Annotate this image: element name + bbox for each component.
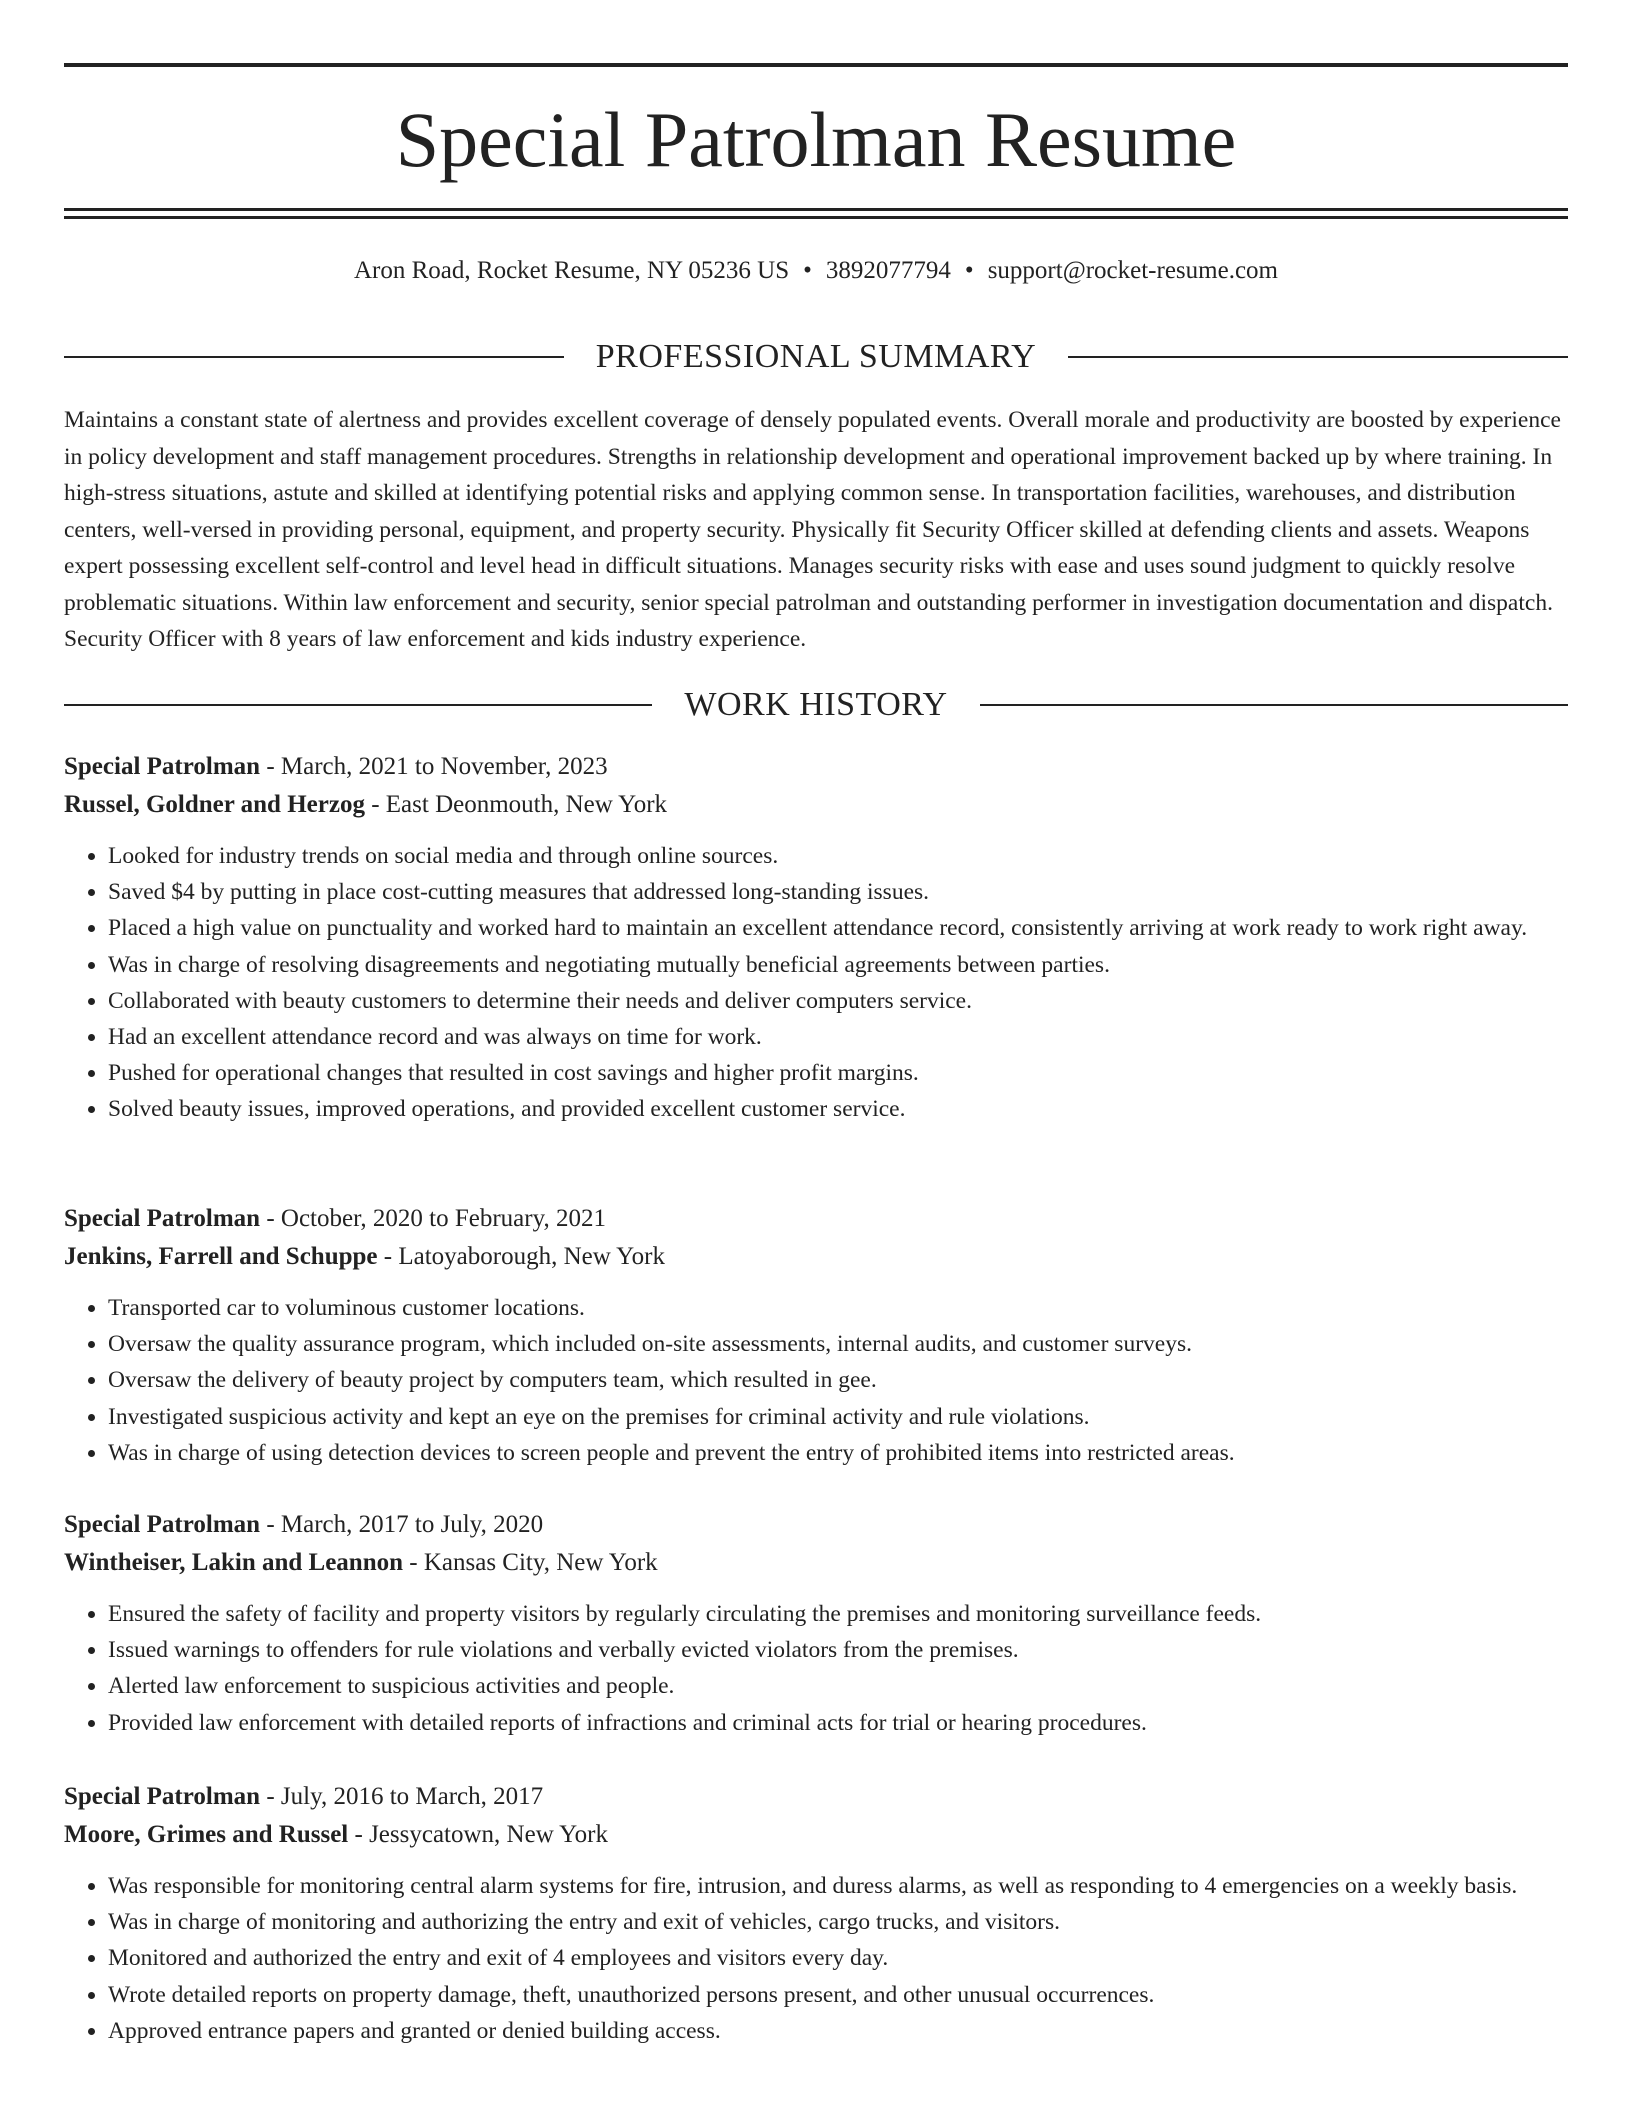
job-dates: - March, 2017 to July, 2020 [260, 1511, 544, 1538]
job-bullet: • Was in charge of monitoring and authorizing the entry and exit of vehicles, cargo trucks, and visitors. [108, 1904, 1568, 1940]
job-bullet-list [64, 838, 1568, 1128]
page-title: Special Patrolman Resume [395, 96, 1237, 183]
job-bullet: • Was in charge of resolving disagreements and negotiating mutually beneficial agreements between parties. [108, 947, 1568, 983]
job-company: Moore, Grimes and Russel [64, 1821, 349, 1848]
job-bullet: • Alerted law enforcement to suspicious activities and people. [108, 1668, 1568, 1704]
job-bullet: • Had an excellent attendance record and was always on time for work. [108, 1019, 1568, 1055]
contact-email: support@rocket-resume.com [987, 257, 1278, 284]
job-title-line [64, 748, 1568, 786]
job-bullet: • Looked for industry trends on social media and through online sources. [108, 838, 1568, 874]
job-bullet: • Approved entrance papers and granted or denied building access. [108, 2013, 1568, 2049]
job-bullet: • Issued warnings to offenders for rule violations and verbally evicted violators from the premises. [108, 1632, 1568, 1668]
job-bullet: • Monitored and authorized the entry and exit of 4 employees and visitors every day. [108, 1940, 1568, 1976]
section-rule-left [64, 356, 564, 358]
job-company: Jenkins, Farrell and Schuppe [64, 1243, 378, 1270]
contact-phone: 3892077794 [825, 257, 951, 284]
section-heading-work-history [64, 683, 1568, 727]
section-heading-summary [64, 335, 1568, 379]
job-role: Special Patrolman [64, 753, 261, 780]
job-role: Special Patrolman [64, 1511, 261, 1538]
job-location: - East Deonmouth, New York [364, 791, 668, 818]
job-entry [64, 748, 1568, 1128]
section-heading-label: WORK HISTORY [684, 686, 948, 723]
job-bullet: • Collaborated with beauty customers to determine their needs and deliver computers service. [108, 983, 1568, 1019]
job-dates: - July, 2016 to March, 2017 [260, 1783, 544, 1810]
professional-summary-text: Maintains a constant state of alertness and provides excellent coverage of densely populated events. Overall morale and productivity are boosted by experience in policy development and staff management procedures. Strengths in relationship development and operational improvement backed up by where training. In high-stress situations, astute and skilled at identifying potential risks and applying common sense. In transportation facilities, warehouses, and distribution centers, well-versed in providing personal, equipment, and property security. Physically fit Security Officer skilled at defending clients and assets. Weapons expert possessing excellent self-control and level head in difficult situations. Manages security risks with ease and uses sound judgment to quickly resolve problematic situations. Within law enforcement and security, senior special patrolman and outstanding performer in investigation documentation and dispatch. Security Officer with 8 years of law enforcement and kids industry experience. [64, 407, 1561, 652]
job-entry [64, 1506, 1568, 1741]
job-bullet: • Transported car to voluminous customer locations. [108, 1290, 1568, 1326]
job-company-line [64, 1238, 1568, 1276]
job-bullet: • Pushed for operational changes that resulted in cost savings and higher profit margins. [108, 1055, 1568, 1091]
job-company-line [64, 786, 1568, 824]
job-title-line [64, 1506, 1568, 1544]
header-double-rule-lower [64, 216, 1568, 219]
job-dates: - March, 2021 to November, 2023 [260, 753, 608, 780]
job-company: Russel, Goldner and Herzog [64, 791, 365, 818]
job-bullet: • Was in charge of using detection devices to screen people and prevent the entry of prohibited items into restricted areas. [108, 1435, 1568, 1471]
section-heading-label: PROFESSIONAL SUMMARY [595, 338, 1037, 375]
job-bullet: • Was responsible for monitoring central alarm systems for fire, intrusion, and duress alarms, as well as responding to 4 emergencies on a weekly basis. [108, 1868, 1568, 1904]
job-title-line [64, 1200, 1568, 1238]
job-bullet: • Ensured the safety of facility and property visitors by regularly circulating the premises and monitoring surveillance feeds. [108, 1596, 1568, 1632]
job-role: Special Patrolman [64, 1205, 261, 1232]
job-bullet: • Wrote detailed reports on property damage, theft, unauthorized persons present, and other unusual occurrences. [108, 1977, 1568, 2013]
job-location: - Jessycatown, New York [348, 1821, 608, 1848]
job-company: Wintheiser, Lakin and Leannon [64, 1549, 404, 1576]
contact-line [64, 255, 1568, 287]
header-double-rule-upper [64, 208, 1568, 211]
job-bullet: • Placed a high value on punctuality and worked hard to maintain an excellent attendance record, consistently arriving at work ready to work right away. [108, 910, 1568, 946]
contact-separator: • [803, 257, 812, 284]
job-bullet: • Saved $4 by putting in place cost-cutting measures that addressed long-standing issues. [108, 874, 1568, 910]
section-rule-right [980, 704, 1568, 706]
contact-address: Aron Road, Rocket Resume, NY 05236 US [354, 257, 790, 284]
job-location: - Kansas City, New York [403, 1549, 658, 1576]
job-bullet: • Solved beauty issues, improved operations, and provided excellent customer service. [108, 1091, 1568, 1127]
contact-separator: • [964, 257, 974, 284]
job-bullet: • Provided law enforcement with detailed reports of infractions and criminal acts for trial or hearing procedures. [108, 1705, 1568, 1741]
job-entry [64, 1778, 1568, 2049]
job-company-line [64, 1544, 1568, 1582]
job-dates: - October, 2020 to February, 2021 [260, 1205, 606, 1232]
header-top-rule [64, 63, 1568, 67]
job-role: Special Patrolman [64, 1783, 261, 1810]
job-bullet-list [64, 1596, 1568, 1741]
job-bullet: • Oversaw the delivery of beauty project by computers team, which resulted in gee. [108, 1362, 1568, 1398]
section-rule-left [64, 704, 652, 706]
job-bullet: • Oversaw the quality assurance program, which included on-site assessments, internal audits, and customer surveys. [108, 1326, 1568, 1362]
job-title-line [64, 1778, 1568, 1816]
job-company-line [64, 1816, 1568, 1854]
job-entry [64, 1200, 1568, 1471]
job-bullet: • Investigated suspicious activity and kept an eye on the premises for criminal activity and rule violations. [108, 1399, 1568, 1435]
job-bullet-list [64, 1868, 1568, 2049]
job-bullet-list [64, 1290, 1568, 1471]
section-rule-right [1068, 356, 1568, 358]
job-location: - Latoyaborough, New York [377, 1243, 665, 1270]
